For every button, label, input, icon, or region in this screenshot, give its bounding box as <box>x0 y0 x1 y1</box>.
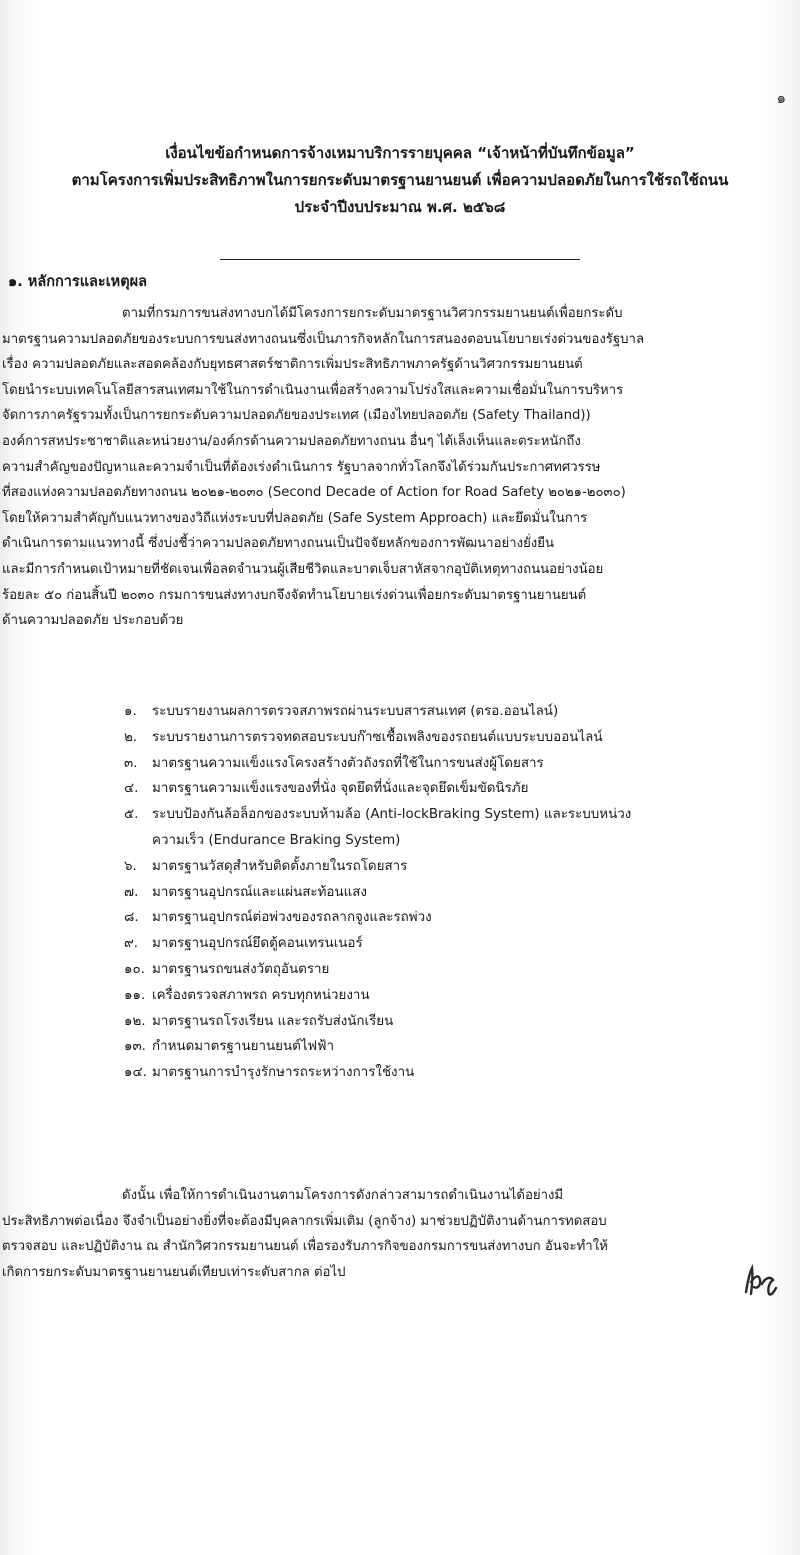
rationale-line: และมีการกำหนดเป้าหมายที่ชัดเจนเพื่อลดจำนวนผู้เสียชีวิตและบาดเจ็บสาหัสจากอุบัติเหตุทางถนนอย่างน้อย <box>2 561 604 577</box>
paragraph-rationale <box>0 301 800 634</box>
list-item <box>124 1034 800 1060</box>
list-item-number: ๑๒. <box>124 1013 146 1029</box>
title-divider <box>220 259 580 260</box>
list-item <box>124 905 800 931</box>
section-heading: ๑. หลักการและเหตุผล <box>8 274 148 290</box>
rationale-line: ความสำคัญของปัญหาและความจำเป็นที่ต้องเร่งดำเนินการ รัฐบาลจากทั่วโลกจึงได้ร่วมกันประกาศทศวรรษ <box>2 459 601 475</box>
list-item-text: มาตรฐานอุปกรณ์ต่อพ่วงของรถลากจูงและรถพ่วง <box>152 910 432 926</box>
rationale-line: จัดการภาครัฐรวมทั้งเป็นการยกระดับความปลอดภัยของประเทศ (เมืองไทยปลอดภัย (Safety Thailand)) <box>2 408 591 424</box>
conclusion-line: ดังนั้น เพื่อให้การดำเนินงานตามโครงการดังกล่าวสามารถดำเนินงานได้อย่างมี <box>122 1188 564 1203</box>
title-line-1: เงื่อนไขข้อกำหนดการจ้างเหมาบริการรายบุคคล “เจ้าหน้าที่บันทึกข้อมูล” <box>165 144 635 162</box>
rationale-line: องค์การสหประชาชาติและหน่วยงาน/องค์กรด้านความปลอดภัยทางถนน อื่นๆ ได้เล็งเห็นและตระหนักถึง <box>2 433 581 449</box>
title-line-2: ตามโครงการเพิ่มประสิทธิภาพในการยกระดับมาตรฐานยานยนต์ เพื่อความปลอดภัยในการใช้รถใช้ถนน <box>71 171 729 189</box>
list-item-text: กำหนดมาตรฐานยานยนต์ไฟฟ้า <box>152 1039 335 1055</box>
page-number: ๑ <box>776 89 786 107</box>
conclusion-line: เกิดการยกระดับมาตรฐานยานยนต์เทียบเท่าระดับสากล ต่อไป <box>2 1264 346 1280</box>
list-item-number: ๖. <box>124 858 137 874</box>
list-item-number: ๔. <box>124 781 139 797</box>
list-item-number: ๑๑. <box>124 987 146 1003</box>
title-line-3: ประจำปีงบประมาณ พ.ศ. ๒๕๖๘ <box>294 198 506 216</box>
list-item-text: ระบบรายงานการตรวจทดสอบระบบก๊าซเชื้อเพลิงของรถยนต์แบบระบบออนไลน์ <box>152 729 603 745</box>
rationale-line: เรื่อง ความปลอดภัยและสอดคล้องกับยุทธศาสตร์ชาติการเพิ่มประสิทธิภาพภาครัฐด้านวิศวกรรมยานยนต์ <box>2 357 583 373</box>
list-item-text: ระบบป้องกันล้อล็อกของระบบห้ามล้อ (Anti-lockBraking System) และระบบหน่วง <box>152 807 632 823</box>
paragraph-conclusion <box>0 1183 800 1285</box>
list-item-number: ๓. <box>124 755 138 771</box>
list-item-text: มาตรฐานวัสดุสำหรับติดตั้งภายในรถโดยสาร <box>152 858 408 874</box>
list-item-number: ๒. <box>124 729 138 745</box>
rationale-line: ด้านความปลอดภัย ประกอบด้วย <box>2 613 184 629</box>
list-item <box>124 957 800 983</box>
rationale-line: ตามที่กรมการขนส่งทางบกได้มีโครงการยกระดับมาตรฐานวิศวกรรมยานยนต์เพื่อยกระดับ <box>122 306 623 321</box>
conclusion-line: ตรวจสอบ และปฏิบัติงาน ณ สำนักวิศวกรรมยานยนต์ เพื่อรองรับภารกิจของกรมการขนส่งทางบก อันจะทำให้ <box>2 1239 608 1255</box>
rationale-line: ดำเนินการตามแนวทางนี้ ซึ่งบ่งชี้ว่าความปลอดภัยทางถนนเป็นปัจจัยหลักของการพัฒนาอย่างยั่งยืน <box>2 536 554 552</box>
list-item-text: มาตรฐานความแข็งแรงของที่นั่ง จุดยึดที่นั่งและจุดยึดเข็มขัดนิรภัย <box>152 781 529 797</box>
rationale-line: มาตรฐานความปลอดภัยของระบบการขนส่งทางถนนซึ่งเป็นภารกิจหลักในการสนองตอบนโยบายเร่งด่วนของรัฐบาล <box>2 331 645 347</box>
rationale-line: ร้อยละ ๕๐ ก่อนสิ้นปี ๒๐๓๐ กรมการขนส่งทางบกจึงจัดทำนโยบายเร่งด่วนเพื่อยกระดับมาตรฐานยานยนต์ <box>2 587 587 603</box>
rationale-line: ที่สองแห่งความปลอดภัยทางถนน ๒๐๒๑-๒๐๓๐ (Second Decade of Action for Road Safety ๒๐๒๑-๒๐๓๐) <box>2 485 626 501</box>
list-item-text: มาตรฐานรถโรงเรียน และรถรับส่งนักเรียน <box>152 1013 394 1029</box>
list-item <box>124 854 800 880</box>
list-item <box>124 802 800 854</box>
list-item-continuation: ความเร็ว (Endurance Braking System) <box>152 832 401 848</box>
list-item-number: ๕. <box>124 807 139 823</box>
list-item-number: ๑๓. <box>124 1039 146 1055</box>
standards-list <box>124 699 800 1086</box>
rationale-line: โดยนำระบบเทคโนโลยีสารสนเทศมาใช้ในการดำเนินงานเพื่อสร้างความโปร่งใสและความเชื่อมั่นในการบริหาร <box>2 382 624 398</box>
list-item <box>124 931 800 957</box>
list-item-number: ๑๐. <box>124 961 145 977</box>
conclusion-line: ประสิทธิภาพต่อเนื่อง จึงจำเป็นอย่างยิ่งที่จะต้องมีบุคลากรเพิ่มเติม (ลูกจ้าง) มาช่วยปฏิบัติงานด้านการทดสอบ <box>2 1213 607 1229</box>
list-item-number: ๘. <box>124 910 139 926</box>
list-item-text: ระบบรายงานผลการตรวจสภาพรถผ่านระบบสารสนเทศ (ตรอ.ออนไลน์) <box>152 704 559 719</box>
list-item <box>124 751 800 777</box>
signature-initials <box>740 1262 780 1300</box>
list-item-number: ๗. <box>124 884 139 900</box>
list-item-text: มาตรฐานอุปกรณ์และแผ่นสะท้อนแสง <box>152 884 367 900</box>
list-item-number: ๑๔. <box>124 1065 147 1081</box>
list-item <box>124 983 800 1009</box>
list-item-text: เครื่องตรวจสภาพรถ ครบทุกหน่วยงาน <box>152 987 370 1003</box>
list-item-number: ๑. <box>124 704 137 719</box>
document-title <box>0 140 800 221</box>
list-item <box>124 699 800 725</box>
list-item-text: มาตรฐานความแข็งแรงโครงสร้างตัวถังรถที่ใช้ในการขนส่งผู้โดยสาร <box>152 755 544 771</box>
list-item <box>124 725 800 751</box>
rationale-line: โดยให้ความสำคัญกับแนวทางของวิถีแห่งระบบที่ปลอดภัย (Safe System Approach) และยึดมั่นในการ <box>2 510 588 526</box>
list-item <box>124 776 800 802</box>
list-item <box>124 1060 800 1086</box>
list-item <box>124 880 800 906</box>
list-item-text: มาตรฐานอุปกรณ์ยึดตู้คอนเทรนเนอร์ <box>152 936 363 952</box>
list-item-text: มาตรฐานรถขนส่งวัตถุอันตราย <box>152 961 330 977</box>
list-item-number: ๙. <box>124 936 139 952</box>
list-item-text: มาตรฐานการบำรุงรักษารถระหว่างการใช้งาน <box>152 1065 415 1081</box>
list-item <box>124 1009 800 1035</box>
